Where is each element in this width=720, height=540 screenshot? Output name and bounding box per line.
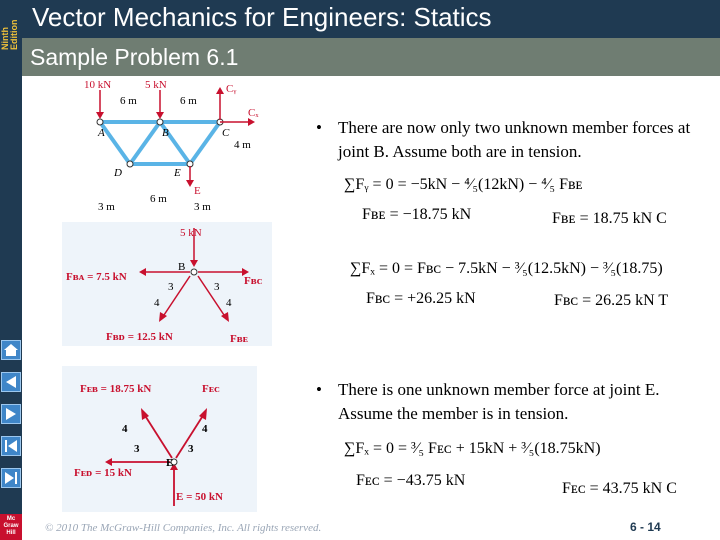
dim-top-1: 6 m (120, 95, 137, 107)
equation-sum-fx-b: ∑Fₓ = 0 = Fʙᴄ − 7.5kN − ³⁄₅(12.5kN) − ³⁄₅(18.75) (350, 260, 663, 277)
joint-b-name: B (178, 261, 186, 273)
joint-b-diagram (62, 222, 272, 346)
title-bar (22, 0, 720, 38)
equation-fbc-result: Fʙᴄ = +26.25 kN (366, 290, 476, 307)
slope-rise-right: 3 (214, 281, 220, 293)
home-icon (2, 341, 20, 359)
force-eb-label: Fᴇʙ = 18.75 kN (80, 383, 152, 395)
equation-fbe-result: Fʙᴇ = −18.75 kN (362, 206, 472, 223)
bullet-joint-e: • There is one unknown member force at joint E. Assume the member is in tension. (316, 378, 711, 426)
joint-b-label: B (162, 127, 169, 139)
reaction-cx-label: Cₓ (248, 107, 259, 119)
joint-e-diagram (62, 366, 257, 512)
joint-b-load: 5 kN (180, 227, 202, 239)
slope-run-right: 4 (226, 297, 232, 309)
equation-sum-fy: ∑Fᵧ = 0 = −5kN − ⁴⁄₅(12kN) − ⁴⁄₅ Fʙᴇ (344, 176, 583, 193)
joint-e-name: E (166, 457, 174, 469)
reaction-e-label: E (194, 185, 201, 197)
equation-fbe-answer: Fʙᴇ = 18.75 kN C (552, 210, 667, 227)
slope-rise-right-e: 3 (188, 443, 194, 455)
dim-bottom-3: 3 m (194, 201, 211, 213)
skip-forward-icon (2, 469, 20, 487)
edition-label: Ninth Edition (0, 19, 19, 50)
slope-rise-left: 3 (168, 281, 174, 293)
slope-rise-left-e: 3 (134, 443, 140, 455)
slope-run-left-e: 4 (122, 423, 128, 435)
truss-members (100, 122, 220, 164)
joint-d-label: D (114, 167, 122, 179)
slope-run-left: 4 (154, 297, 160, 309)
arrow-right-icon (2, 405, 20, 423)
publisher-logo: Mc Graw Hill (0, 514, 22, 540)
home-button[interactable] (1, 340, 21, 360)
page-number: 6 - 14 (630, 520, 661, 534)
dim-height: 4 m (234, 139, 251, 151)
last-slide-button[interactable] (1, 468, 21, 488)
equation-fec-result: Fᴇᴄ = −43.75 kN (356, 472, 466, 489)
arrow-left-icon (2, 373, 20, 391)
equation-fec-answer: Fᴇᴄ = 43.75 kN C (562, 480, 677, 497)
force-bc-label: Fʙᴄ (244, 275, 263, 287)
bullet-joint-b-text: There are now only two unknown member forces at joint B. Assume both are in tension. (338, 118, 691, 161)
skip-back-icon (2, 437, 20, 455)
left-sidebar (0, 0, 22, 540)
joint-c-label: C (222, 127, 230, 139)
next-button[interactable] (1, 404, 21, 424)
dim-top-2: 6 m (180, 95, 197, 107)
slope-run-right-e: 4 (202, 423, 208, 435)
reaction-e-value: E = 50 kN (176, 491, 223, 503)
joint-a-label: A (98, 127, 105, 139)
first-slide-button[interactable] (1, 436, 21, 456)
dim-bottom-1: 3 m (98, 201, 115, 213)
equation-sum-fx-e: ∑Fₓ = 0 = ³⁄₅ Fᴇᴄ + 15kN + ³⁄₅(18.75kN) (344, 440, 601, 457)
subtitle-bar (22, 38, 720, 76)
force-ed-label: Fᴇᴅ = 15 kN (74, 467, 132, 479)
dim-bottom-2: 6 m (150, 193, 167, 205)
truss-diagram (62, 76, 272, 216)
load-b-label: 5 kN (145, 79, 167, 91)
previous-button[interactable] (1, 372, 21, 392)
bullet-joint-e-text: There is one unknown member force at joint E. Assume the member is in tension. (338, 380, 660, 423)
force-ba-label: Fʙᴀ = 7.5 kN (66, 271, 127, 283)
bullet-joint-b: • There are now only two unknown member forces at joint B. Assume both are in tension. (316, 116, 711, 164)
force-ec-label: Fᴇᴄ (202, 383, 220, 395)
joint-e-label: E (174, 167, 181, 179)
equation-fbc-answer: Fʙᴄ = 26.25 kN T (554, 292, 669, 309)
load-a-label: 10 kN (84, 79, 112, 91)
slide-subtitle: Sample Problem 6.1 (30, 44, 239, 70)
force-bd-label: Fʙᴅ = 12.5 kN (106, 331, 173, 343)
page-title: Vector Mechanics for Engineers: Statics (32, 2, 492, 32)
copyright-notice: © 2010 The McGraw-Hill Companies, Inc. All rights reserved. (45, 522, 322, 534)
force-be-label: Fʙᴇ (230, 333, 248, 345)
reaction-cy-label: Cᵧ (226, 83, 237, 95)
